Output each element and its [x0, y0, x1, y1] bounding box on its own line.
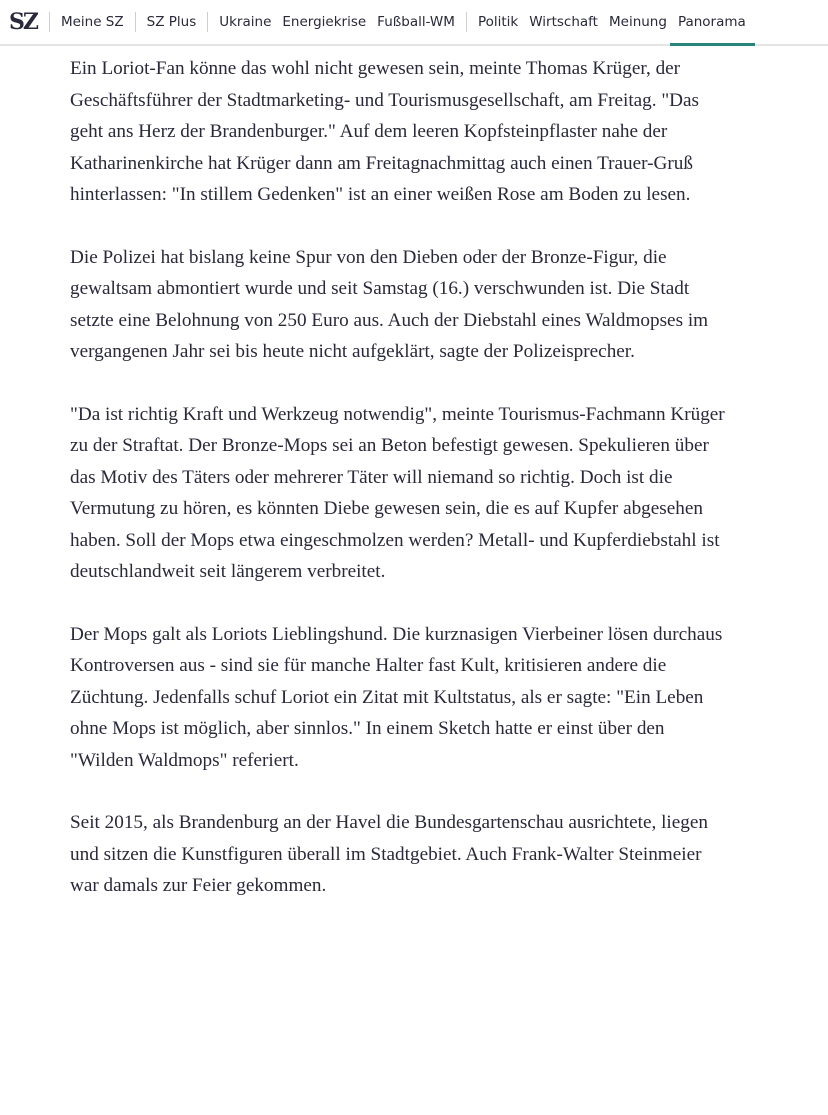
- nav-item-ukraine[interactable]: Ukraine: [219, 14, 272, 30]
- nav-item-meinung[interactable]: Meinung: [608, 14, 667, 30]
- nav-item-energiekrise[interactable]: Energiekrise: [282, 14, 367, 30]
- top-navigation: [0, 0, 828, 46]
- nav-bar: [0, 0, 828, 44]
- article-paragraph: Seit 2015, als Brandenburg an der Havel die Bundesgartenschau ausrichtete, liegen und sitzen die Kunstfiguren überall im Stadtgebiet. Auch Frank-Walter Steinmeier war damals zur Feier gekommen.: [70, 812, 708, 896]
- nav-item-meine-sz[interactable]: Meine SZ: [60, 14, 124, 30]
- article-paragraph: Die Polizei hat bislang keine Spur von den Dieben oder der Bronze-Figur, die gewaltsam abmontiert wurde und seit Samstag (16.) verschwunden ist. Die Stadt setzte eine Belohnung von 250 Euro aus. Auch der Diebstahl eines Waldmopses im vergangenen Jahr sei bis heute nicht aufgeklärt, sagte der Polizeisprecher.: [70, 246, 709, 362]
- nav-divider: [135, 12, 136, 32]
- article-paragraph: Ein Loriot-Fan könne das wohl nicht gewesen sein, meinte Thomas Krüger, der Geschäftsführer der Stadtmarketing- und Tourismusgesellschaft, am Freitag. "Das geht ans Herz der Brandenburger." Auf dem leeren Kopfsteinpflaster nahe der Katharinenkirche hat Krüger dann am Freitagnachmittag auch einen Trauer-Gruß hinterlassen: "In stillem Gedenken" ist an einer weißen Rose am Boden zu lesen.: [70, 58, 700, 205]
- nav-item-wirtschaft[interactable]: Wirtschaft: [529, 14, 598, 30]
- nav-divider: [207, 12, 208, 32]
- article-body: [70, 53, 730, 933]
- nav-divider: [49, 12, 50, 32]
- article-paragraph: Der Mops galt als Loriots Lieblingshund. Die kurznasigen Vierbeiner lösen durchaus Kontroversen aus - sind sie für manche Halter fast Kult, kritisieren andere die Züchtung. Jedenfalls schuf Loriot ein Zitat mit Kultstatus, als er sagte: "Ein Leben ohne Mops ist möglich, aber sinnlos." In einem Sketch hatte er einst über den "Wilden Waldmops" referiert.: [70, 623, 723, 771]
- nav-item-sz-plus[interactable]: SZ Plus: [146, 14, 197, 30]
- nav-item-fussball-wm[interactable]: Fußball-WM: [377, 14, 455, 30]
- nav-divider: [466, 12, 467, 32]
- article-paragraph: "Da ist richtig Kraft und Werkzeug notwendig", meinte Tourismus-Fachmann Krüger zu der Straftat. Der Bronze-Mops sei an Beton befestigt gewesen. Spekulieren über das Motiv des Täters oder mehrerer Täter will niemand so richtig. Doch ist die Vermutung zu hören, es könnten Diebe gewesen sein, die es auf Kupfer abgesehen haben. Soll der Mops etwa eingeschmolzen werden? Metall- und Kupferdiebstahl ist deutschlandweit seit längerem verbreitet.: [70, 403, 725, 582]
- nav-item-panorama[interactable]: Panorama: [678, 0, 746, 44]
- nav-item-politik[interactable]: Politik: [477, 14, 519, 30]
- sz-logo[interactable]: SZ: [9, 9, 37, 35]
